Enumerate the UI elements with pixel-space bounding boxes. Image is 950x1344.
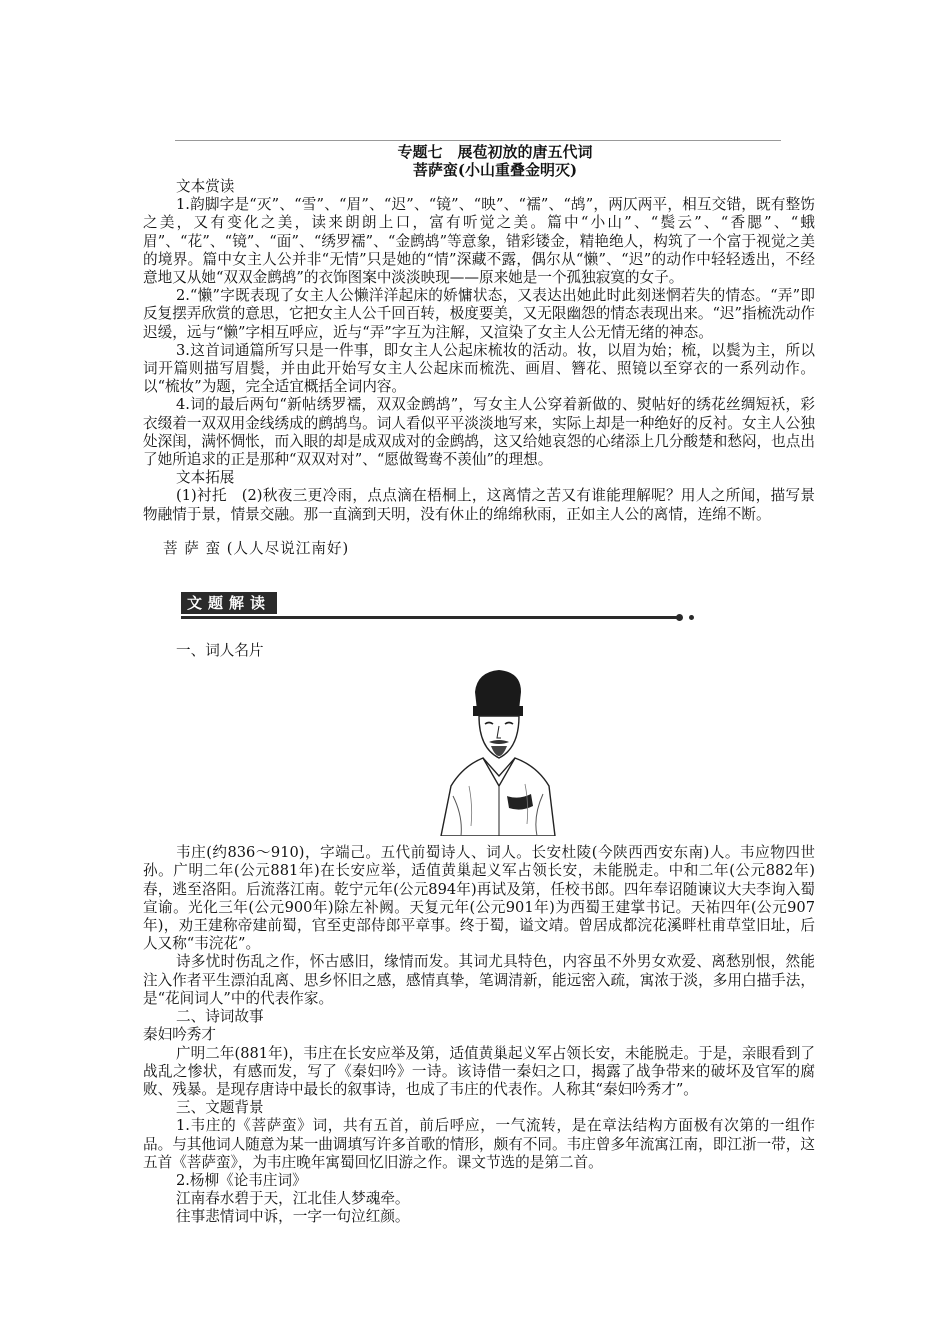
paragraph: (1)衬托 (2)秋夜三更冷雨，点点滴在梧桐上，这离情之苦又有谁能理解呢？用人之所闻，描写景物融情于景，情景交融。那一直滴到天明，没有休止的绵绵秋雨，正如主人公的离情，连绵不断。 [143,487,815,523]
section-banner [143,592,815,626]
chapter-title: 专题七 展苞初放的唐五代词 [397,143,593,161]
header-rule [175,140,781,141]
story-title: 秦妇吟秀才 [143,1026,216,1044]
poem-line: 江南春水碧于天，江北佳人梦魂牵。 [176,1190,410,1208]
section-heading-extension: 文本拓展 [176,469,235,487]
paragraph: 4.词的最后两句“新帖绣罗襦，双双金鹧鸪”，写女主人公穿着新做的、熨帖好的绣花丝绸短袄，彩衣缀着一双双用金线绣成的鹧鸪鸟。词人看似平平淡淡地写来，实际上却是一种绝好的反衬。女主人公独处深闺，满怀惆怅，而入眼的却是成双成对的金鹧鸪，这又给她哀怨的心绪添上几分酸楚和愁闷，也点出了她所追求的正是那种“双双对对”、“愿做鸳鸯不羡仙”的理想。 [143,396,815,469]
paragraph: 韦庄(约836～910)，字端己。五代前蜀诗人、词人。长安杜陵(今陕西西安东南)人。韦应物四世孙。广明二年(公元881年)在长安应举，适值黄巢起义军占领长安，未能脱走。中和二年(公元882年)春，逃至洛阳。后流落江南。乾宁元年(公元894年)再试及第，任校书郎。四年奉诏随谏议大夫李询入蜀宣谕。光化三年(公元900年)除左补阙。天复元年(公元901年)为西蜀王建掌书记。天祐四年(公元907年)，劝王建称帝建前蜀，官至吏部侍郎平章事。终于蜀，谥文靖。曾居成都浣花溪畔杜甫草堂旧址，后人又称“韦浣花”。 [143,844,815,953]
paragraph: 1.韵脚字是“灭”、“雪”、“眉”、“迟”、“镜”、“映”、“襦”、“鸪”，两仄两平，相互交错，既有整饬之美，又有变化之美，读来朗朗上口，富有听觉之美。篇中“小山”、“鬓云”、“香腮”、“蛾眉”、“花”、“镜”、“面”、“绣罗襦”、“金鹧鸪”等意象，错彩镂金，精艳绝人，构筑了一个富于视觉之美的境界。篇中女主人公并非“无情”只是她的“情”深藏不露，偶尔从“懒”、“迟”的动作中轻轻透出，不经意地又从她“双双金鹧鸪”的衣饰图案中淡淡映现——原来她是一个孤独寂寞的女子。 [143,196,815,287]
banner-dot [676,614,683,621]
section-heading-appreciation: 文本赏读 [176,178,235,195]
banner-dot [689,615,694,620]
next-poem-title: 菩 萨 蛮 (人人尽说江南好) [163,539,350,557]
poem-line: 往事悲情词中诉，一字一句泣红颜。 [176,1208,410,1226]
poet-portrait-image [433,666,563,836]
section-heading-story: 二、诗词故事 [176,1008,264,1026]
paragraph: 2.“懒”字既表现了女主人公懒洋洋起床的娇慵状态，又表达出她此时此刻迷惘若失的情态。“弄”即反复摆弄欣赏的意思，它把女主人公千回百转，极度要美，又无限幽怨的情态表现出来。“迟”指梳洗动作迟缓，远与“懒”字相互呼应，近与“弄”字互为注解，又渲染了女主人公无情无绪的神态。 [143,287,815,341]
paragraph: 2.杨柳《论韦庄词》 [176,1171,307,1189]
paragraph: 1.韦庄的《菩萨蛮》词，共有五首，前后呼应，一气流转，是在章法结构方面极有次第的一组作品。与其他词人随意为某一曲调填写许多首歌的情形，颇有不同。韦庄曾多年流寓江南，即江浙一带，这五首《菩萨蛮》，为韦庄晚年寓蜀回忆旧游之作。课文节选的是第二首。 [143,1117,815,1171]
paragraph: 3.这首词通篇所写只是一件事，即女主人公起床梳妆的活动。妆，以眉为始；梳，以鬓为主，所以词开篇则描写眉鬓，并由此开始写女主人公起床而梳洗、画眉、簪花、照镜以至穿衣的一系列动作。以“梳妆”为题，完全适宜概括全词内容。 [143,341,815,396]
banner-rule [181,616,679,619]
paragraph: 诗多忧时伤乱之作，怀古感旧，缘情而发。其词尤具特色，内容虽不外男女欢爱、离愁别恨，然能注入作者平生漂泊乱离、思乡怀旧之感，感情真挚，笔调清新，能远密入疏，寓浓于淡，多用白描手法，是“花间词人”中的代表作家。 [143,953,815,1007]
section-heading-poet: 一、词人名片 [176,642,264,660]
document-body [143,178,815,1227]
banner-label: 文题解读 [181,592,277,614]
section-heading-background: 三、文题背景 [176,1099,264,1117]
paragraph: 广明二年(881年)，韦庄在长安应举及第，适值黄巢起义军占领长安，未能脱走。于是，亲眼看到了战乱之惨状，有感而发，写了《秦妇吟》一诗。该诗借一秦妇之口，揭露了战争带来的破坏及官军的腐败、残暴。是现存唐诗中最长的叙事诗，也成了韦庄的代表作。人称其“秦妇吟秀才”。 [143,1044,815,1098]
poem-title: 菩萨蛮(小山重叠金明灭) [412,161,578,179]
